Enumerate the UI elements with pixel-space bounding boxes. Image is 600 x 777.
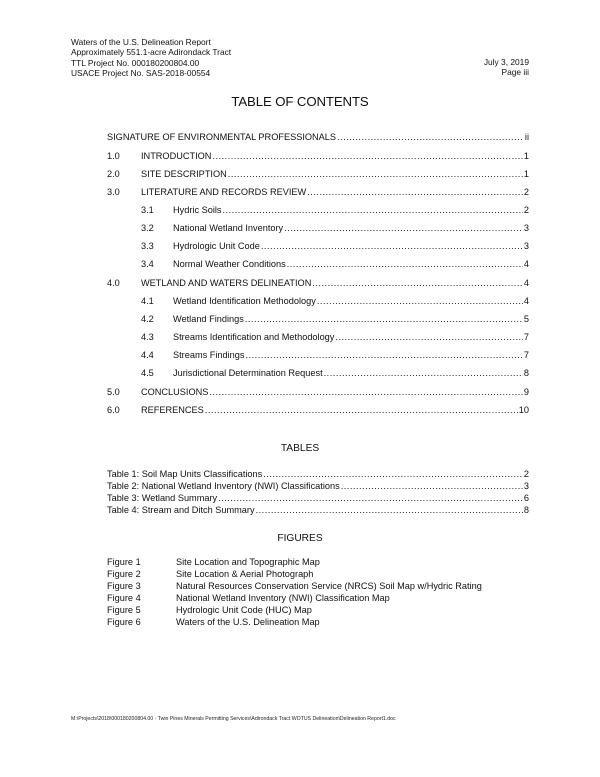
toc-entry-page: ii	[524, 132, 529, 142]
toc-entry[interactable]	[107, 368, 529, 380]
table-list-entry[interactable]	[107, 469, 529, 480]
toc-entry-page: 1	[523, 169, 529, 179]
figure-entry-title: Hydrologic Unit Code (HUC) Map	[176, 605, 312, 615]
toc-entry-number: 3.1	[141, 205, 154, 215]
toc-entry-number: 4.5	[141, 368, 154, 378]
toc-entry-title: LITERATURE AND RECORDS REVIEW	[141, 187, 307, 197]
toc-entry[interactable]	[107, 332, 529, 344]
toc-entry-title: WETLAND AND WATERS DELINEATION	[141, 278, 312, 288]
toc-entry-page: 4	[523, 278, 529, 288]
toc-entry[interactable]	[107, 132, 529, 144]
toc-entry-page: 10	[518, 405, 529, 415]
toc-entry-title: Hydric Soils	[173, 205, 222, 215]
header-page-number: Page iii	[501, 67, 529, 78]
dot-leader	[284, 223, 523, 233]
toc-entry[interactable]	[107, 387, 529, 399]
header-tract: Approximately 551.1-acre Adirondack Tract	[71, 47, 232, 58]
table-entry-title: Table 4: Stream and Ditch Summary	[107, 505, 255, 515]
toc-entry-title: Streams Findings	[173, 350, 245, 360]
table-entry-page: 6	[523, 493, 529, 503]
toc-entry-number: 2.0	[107, 169, 120, 179]
figure-entry-title: National Wetland Inventory (NWI) Classification Map	[176, 593, 390, 603]
figure-entry-title: Natural Resources Conservation Service (NRCS) Soil Map w/Hydric Rating	[176, 581, 482, 591]
table-entry-title: Table 1: Soil Map Units Classifications	[107, 469, 263, 479]
toc-entry-number: 4.1	[141, 296, 154, 306]
dot-leader	[341, 481, 523, 491]
header-date: July 3, 2019	[483, 57, 529, 67]
toc-entry-number: 4.4	[141, 350, 154, 360]
table-entry-page: 2	[523, 469, 529, 479]
table-entry-page: 3	[523, 481, 529, 491]
toc-entry[interactable]	[107, 241, 529, 253]
figure-entry-label: Figure 6	[107, 617, 141, 627]
toc-entry-title: Wetland Identification Methodology	[173, 296, 316, 306]
toc-entry-title: Hydrologic Unit Code	[173, 241, 260, 251]
figure-entry-title: Site Location & Aerial Photograph	[176, 569, 314, 579]
figures-title: FIGURES	[277, 533, 323, 544]
dot-leader	[205, 405, 518, 415]
dot-leader	[261, 241, 523, 251]
toc-entry-title: Jurisdictional Determination Request	[173, 368, 323, 378]
figure-list-entry[interactable]	[107, 557, 547, 568]
table-entry-title: Table 3: Wetland Summary	[107, 493, 218, 503]
table-list-entry[interactable]	[107, 493, 529, 504]
toc-entry-title: National Wetland Inventory	[173, 223, 284, 233]
toc-entry[interactable]	[107, 151, 529, 163]
header-report-title: Waters of the U.S. Delineation Report	[71, 37, 211, 47]
toc-entry-number: 3.2	[141, 223, 154, 233]
figure-entry-title: Site Location and Topographic Map	[176, 557, 320, 567]
toc-entry-title: SITE DESCRIPTION	[141, 169, 227, 179]
dot-leader	[337, 132, 524, 142]
toc-entry[interactable]	[107, 187, 529, 199]
figure-list-entry[interactable]	[107, 581, 547, 592]
toc-entry-number: 4.2	[141, 314, 154, 324]
dot-leader	[246, 350, 523, 360]
figure-entry-title: Waters of the U.S. Delineation Map	[176, 617, 320, 627]
table-entry-page: 8	[523, 505, 529, 515]
dot-leader	[307, 187, 523, 197]
toc-entry-page: 9	[523, 387, 529, 397]
dot-leader	[312, 278, 523, 288]
toc-entry-page: 3	[523, 241, 529, 251]
toc-entry-number: 1.0	[107, 151, 120, 161]
dot-leader	[228, 169, 523, 179]
toc-entry-page: 2	[523, 205, 529, 215]
header-right	[484, 57, 529, 78]
header-left	[71, 37, 231, 79]
toc-title: TABLE OF CONTENTS	[231, 94, 369, 109]
dot-leader	[335, 332, 522, 342]
header-ttl-project: TTL Project No. 000180200804.00	[71, 57, 200, 68]
toc-entry[interactable]	[107, 314, 529, 326]
table-entry-title: Table 2: National Wetland Inventory (NWI) Classifications	[107, 481, 340, 491]
toc-entry-title: Streams Identification and Methodology	[173, 332, 335, 342]
figure-list-entry[interactable]	[107, 605, 547, 616]
table-list-entry[interactable]	[107, 505, 529, 516]
toc-entry-page: 7	[523, 332, 529, 342]
dot-leader	[212, 151, 522, 161]
figure-entry-label: Figure 5	[107, 605, 141, 615]
toc-entry-title: INTRODUCTION	[141, 151, 212, 161]
toc-entry-page: 7	[523, 350, 529, 360]
toc-entry-title: CONCLUSIONS	[141, 387, 209, 397]
toc-entry-number: 4.3	[141, 332, 154, 342]
toc-entry-number: 3.3	[141, 241, 154, 251]
dot-leader	[223, 205, 523, 215]
dot-leader	[317, 296, 523, 306]
toc-entry-number: 3.4	[141, 259, 154, 269]
toc-entry[interactable]	[107, 350, 529, 362]
toc-entry-number: 5.0	[107, 387, 120, 397]
toc-entry-number: 3.0	[107, 187, 120, 197]
toc-entry[interactable]	[107, 405, 529, 417]
table-list-entry[interactable]	[107, 481, 529, 492]
toc-entry-title: Wetland Findings	[173, 314, 244, 324]
toc-entry[interactable]	[107, 278, 529, 290]
header-usace-project: USACE Project No. SAS-2018-00554	[71, 68, 211, 79]
toc-entry-page: 4	[523, 259, 529, 269]
toc-entry-page: 4	[523, 296, 529, 306]
dot-leader	[218, 493, 523, 503]
figure-entry-label: Figure 3	[107, 581, 141, 591]
tables-title: TABLES	[280, 443, 320, 454]
toc-entry-page: 1	[523, 151, 529, 161]
toc-entry-title: SIGNATURE OF ENVIRONMENTAL PROFESSIONALS	[107, 132, 337, 142]
toc-entry-page: 8	[523, 368, 529, 378]
figure-list-entry[interactable]	[107, 617, 547, 628]
dot-leader	[245, 314, 523, 324]
toc-entry-number: 6.0	[107, 405, 120, 415]
toc-entry[interactable]	[107, 169, 529, 181]
toc-entry-number: 4.0	[107, 278, 120, 288]
toc-entry[interactable]	[107, 205, 529, 217]
toc-entry[interactable]	[107, 259, 529, 271]
figure-list-entry[interactable]	[107, 569, 547, 580]
toc-entry[interactable]	[107, 296, 529, 308]
figure-list-entry[interactable]	[107, 593, 547, 604]
toc-entry-title: REFERENCES	[141, 405, 204, 415]
figure-entry-label: Figure 1	[107, 557, 141, 567]
figure-entry-label: Figure 2	[107, 569, 141, 579]
dot-leader	[263, 469, 523, 479]
file-path-footer: M:\Projects\2018\000180200804.00 - Twin Pines Minerals Permitting Services\Adirondack Tract WOTUS Delineation\Delineation Report1.doc	[71, 716, 396, 722]
dot-leader	[287, 259, 523, 269]
toc-entry-page: 5	[523, 314, 529, 324]
dot-leader	[209, 387, 522, 397]
toc-entry[interactable]	[107, 223, 529, 235]
dot-leader	[324, 368, 523, 378]
dot-leader	[256, 505, 523, 515]
toc-entry-title: Normal Weather Conditions	[173, 259, 286, 269]
toc-entry-page: 3	[523, 223, 529, 233]
figure-entry-label: Figure 4	[107, 593, 141, 603]
toc-entry-page: 2	[523, 187, 529, 197]
